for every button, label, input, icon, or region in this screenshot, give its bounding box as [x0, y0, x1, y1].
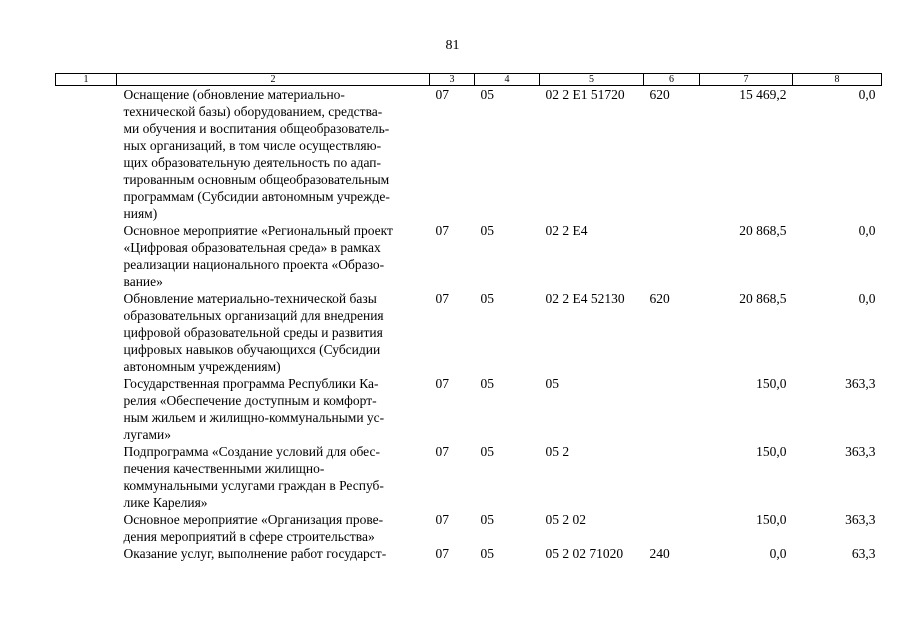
header-col-3: 3 [430, 74, 475, 86]
item-name [117, 375, 430, 443]
amount-col-8: 363,3 [845, 444, 876, 459]
header-col-8: 8 [793, 74, 882, 86]
header-col-5: 5 [540, 74, 644, 86]
page-number: 81 [445, 38, 460, 53]
cell-col-1 [56, 86, 117, 223]
item-name-line: Государственная программа Республики Ка- [123, 376, 379, 391]
target-article-code: 02 2 E4 52130 [545, 291, 625, 306]
table-row [56, 222, 882, 290]
amount-col-8: 363,3 [845, 376, 876, 391]
amount-col-8: 0,0 [858, 87, 876, 102]
item-name-line: ниям) [123, 206, 158, 221]
subsection-code: 05 [480, 291, 494, 306]
item-name-line: реализации национального проекта «Образо- [123, 257, 385, 272]
target-article-code: 05 2 02 [545, 512, 586, 527]
target-article-code: 05 2 02 71020 [545, 546, 624, 561]
amount-col-8: 363,3 [845, 512, 876, 527]
cell-col-1 [56, 443, 117, 511]
item-name-line: Оказание услуг, выполнение работ государст- [123, 546, 387, 561]
cell-col-1 [56, 545, 117, 562]
item-name-line: «Цифровая образовательная среда» в рамках [123, 240, 381, 255]
header-col-2: 2 [117, 74, 430, 86]
amount-col-8: 63,3 [851, 546, 876, 561]
item-name-line: коммунальными услугами граждан в Респуб- [123, 478, 384, 493]
amount-col-7: 15 469,2 [739, 87, 787, 102]
expense-type-code: 240 [649, 546, 670, 561]
table-row [56, 290, 882, 375]
item-name-line: ных организаций, в том числе осуществляю- [123, 138, 382, 153]
amount-col-8: 0,0 [858, 223, 876, 238]
item-name-line: щих образовательную деятельность по адап- [123, 155, 382, 170]
subsection-code: 05 [480, 512, 494, 527]
amount-col-7: 150,0 [756, 444, 787, 459]
expense-type-code [644, 443, 700, 511]
amount-col-7: 20 868,5 [739, 223, 787, 238]
cell-col-1 [56, 222, 117, 290]
expense-type-code [644, 511, 700, 545]
item-name-line: Подпрограмма «Создание условий для обес- [123, 444, 380, 459]
cell-col-1 [56, 290, 117, 375]
subsection-code: 05 [480, 546, 494, 561]
cell-col-1 [56, 375, 117, 443]
table-row [56, 545, 882, 562]
expense-type-code [644, 222, 700, 290]
subsection-code: 05 [480, 444, 494, 459]
table-body [56, 86, 882, 563]
cell-col-1 [56, 511, 117, 545]
item-name-line: ми обучения и воспитания общеобразователь- [123, 121, 390, 136]
subsection-code: 05 [480, 87, 494, 102]
budget-table [55, 73, 882, 562]
item-name-line: тированным основным общеобразовательным [123, 172, 390, 187]
amount-col-7: 150,0 [756, 512, 787, 527]
item-name-line: Оснащение (обновление материально- [123, 87, 345, 102]
table-row [56, 375, 882, 443]
item-name-line: вание» [123, 274, 163, 289]
section-code: 07 [435, 512, 449, 527]
amount-col-7: 20 868,5 [739, 291, 787, 306]
item-name-line: лике Карелия» [123, 495, 208, 510]
item-name-line: технической базы) оборудованием, средства- [123, 104, 383, 119]
section-code: 07 [435, 546, 449, 561]
item-name-line: ным жильем и жилищно-коммунальными ус- [123, 410, 385, 425]
amount-col-7: 0,0 [769, 546, 787, 561]
section-code: 07 [435, 291, 449, 306]
item-name-line: печения качественными жилищно- [123, 461, 325, 476]
item-name-line: лугами» [123, 427, 172, 442]
header-col-4: 4 [475, 74, 540, 86]
header-row [56, 74, 882, 86]
target-article-code: 05 [545, 376, 559, 391]
item-name-line: автономным учреждениям) [123, 359, 281, 374]
subsection-code: 05 [480, 223, 494, 238]
item-name-line: образовательных организаций для внедрения [123, 308, 384, 323]
item-name [117, 545, 430, 562]
table-row [56, 86, 882, 223]
section-code: 07 [435, 444, 449, 459]
target-article-code: 02 2 E1 51720 [545, 87, 625, 102]
section-code: 07 [435, 87, 449, 102]
subsection-code: 05 [480, 376, 494, 391]
item-name-line: Обновление материально-технической базы [123, 291, 377, 306]
item-name [117, 443, 430, 511]
target-article-code: 05 2 [545, 444, 570, 459]
item-name-line: релия «Обеспечение доступным и комфорт- [123, 393, 377, 408]
item-name [117, 86, 430, 223]
section-code: 07 [435, 223, 449, 238]
section-code: 07 [435, 376, 449, 391]
table-header [56, 74, 882, 86]
table-row [56, 443, 882, 511]
item-name-line: Основное мероприятие «Региональный проект [123, 223, 393, 238]
amount-col-8: 0,0 [858, 291, 876, 306]
item-name [117, 511, 430, 545]
item-name-line: программам (Субсидии автономным учрежде- [123, 189, 390, 204]
expense-type-code: 620 [649, 291, 670, 306]
item-name-line: цифровых навыков обучающихся (Субсидии [123, 342, 381, 357]
item-name-line: дения мероприятий в сфере строительства» [123, 529, 375, 544]
item-name [117, 290, 430, 375]
target-article-code: 02 2 E4 [545, 223, 588, 238]
expense-type-code: 620 [649, 87, 670, 102]
table-row [56, 511, 882, 545]
header-col-7: 7 [700, 74, 793, 86]
item-name-line: Основное мероприятие «Организация прове- [123, 512, 384, 527]
header-col-1: 1 [56, 74, 117, 86]
expense-type-code [644, 375, 700, 443]
header-col-6: 6 [644, 74, 700, 86]
item-name-line: цифровой образовательной среды и развития [123, 325, 383, 340]
amount-col-7: 150,0 [756, 376, 787, 391]
item-name [117, 222, 430, 290]
